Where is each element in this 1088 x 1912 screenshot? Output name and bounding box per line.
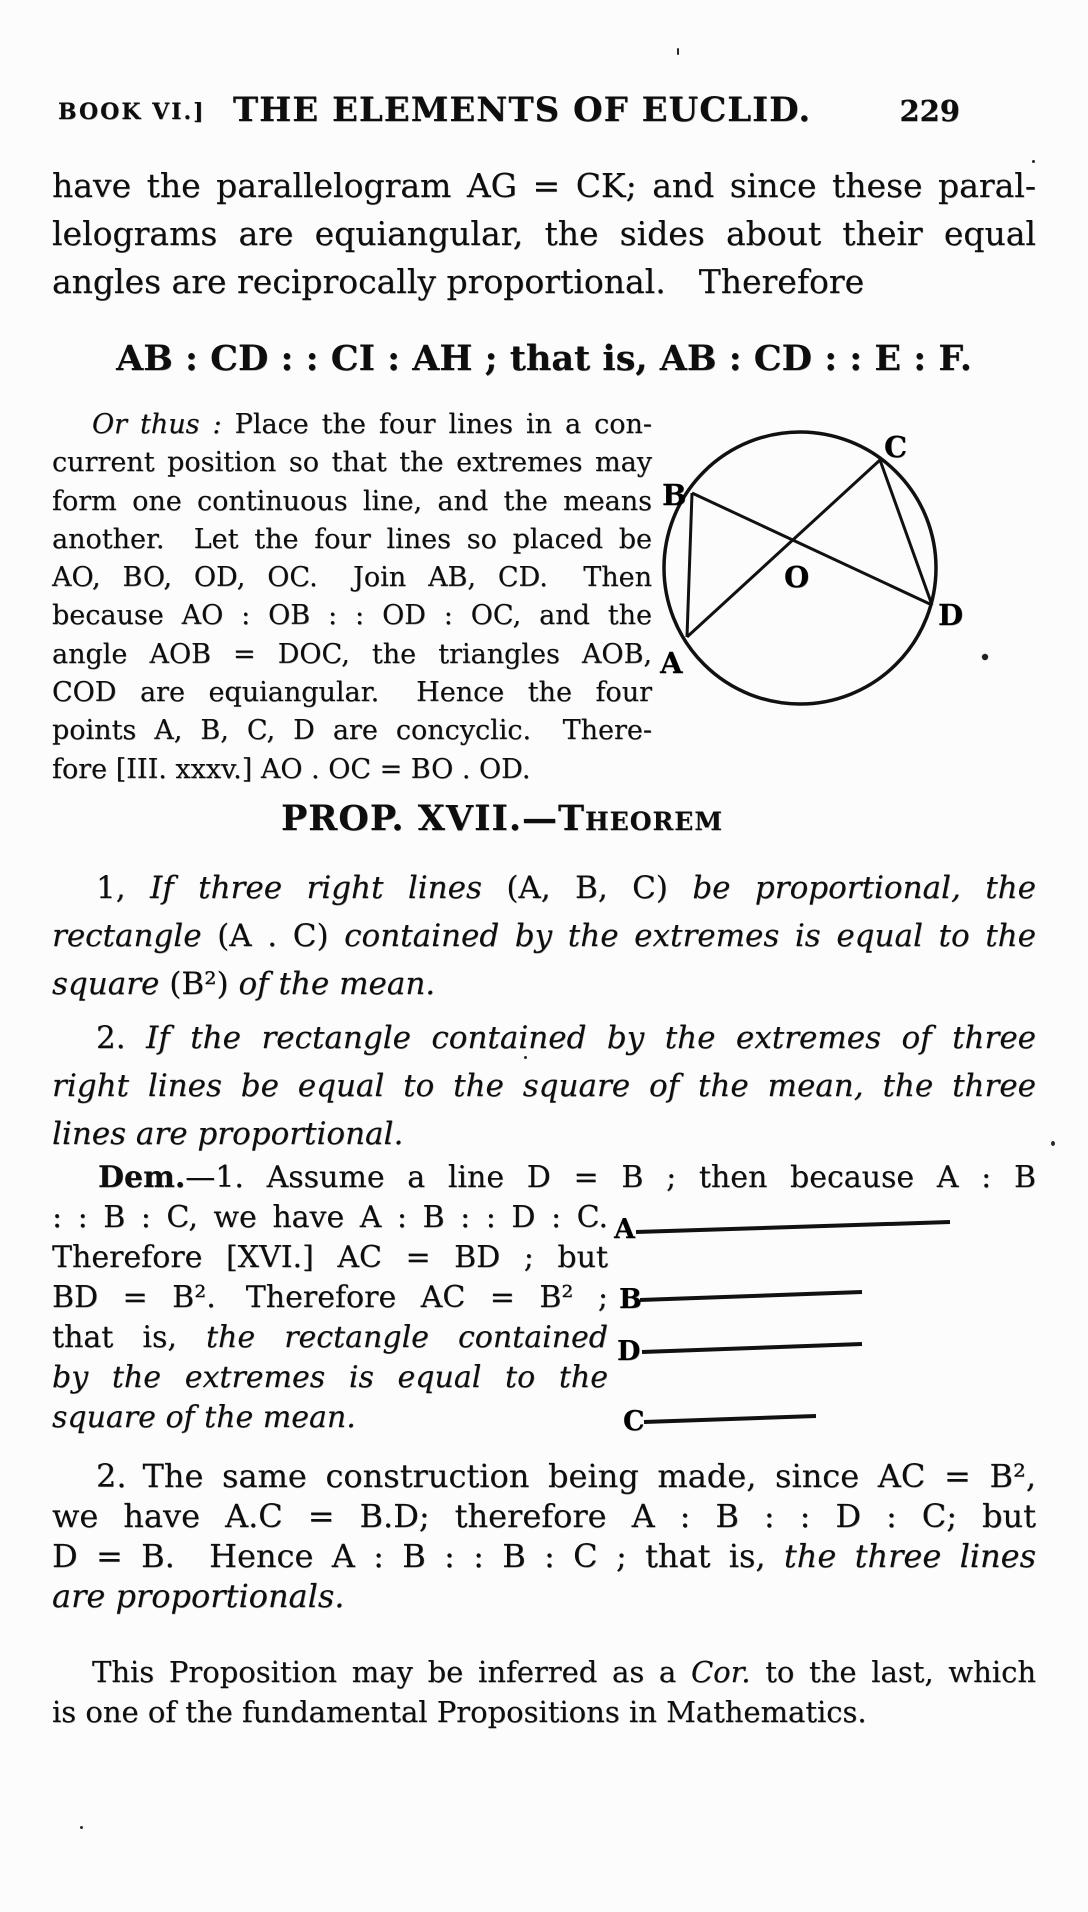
text-line: square of the mean. bbox=[52, 1400, 356, 1435]
text-line: by the extremes is equal to the bbox=[52, 1360, 608, 1395]
segment-A bbox=[636, 1222, 950, 1232]
label-line-C: C bbox=[623, 1406, 645, 1437]
ink-speck bbox=[80, 1826, 83, 1829]
page-number: 229 bbox=[899, 94, 960, 128]
prop-heading-number: PROP. XVII.— bbox=[280, 798, 558, 839]
text-line bbox=[52, 1158, 1036, 1198]
ink-speck bbox=[1032, 160, 1035, 163]
demonstration-body bbox=[52, 1198, 608, 1438]
text-line: form one continuous line, and the means bbox=[52, 485, 652, 517]
ink-speck bbox=[677, 48, 679, 55]
label-line-B: B bbox=[619, 1284, 642, 1315]
text-segment: D = B. Hence A : B : : B : C ; that is, bbox=[52, 1537, 784, 1575]
segment-D bbox=[642, 1344, 862, 1352]
ink-speck bbox=[1051, 1141, 1055, 1146]
text-segment: This Proposition may be inferred as a bbox=[92, 1655, 691, 1689]
text-segment: be proportional, the bbox=[692, 870, 1036, 906]
text-line: have the parallelogram AG = CK; and since these paral- bbox=[52, 166, 1036, 205]
lines-figure bbox=[606, 1196, 1006, 1446]
text-line bbox=[52, 1536, 1036, 1576]
text-line: angle AOB = DOC, the triangles AOB, bbox=[52, 638, 652, 670]
text-line: AO, BO, OD, OC. Join AB, CD. Then bbox=[52, 562, 652, 594]
text-line: is one of the fundamental Propositions in Mathematics. bbox=[52, 1695, 867, 1729]
text-segment: to the last, which bbox=[750, 1655, 1036, 1689]
text-line: current position so that the extremes may bbox=[52, 447, 652, 479]
label-C: C bbox=[884, 430, 908, 464]
text-segment: If three right lines bbox=[149, 870, 507, 906]
text-line: lelograms are equiangular, the sides about their equal bbox=[52, 214, 1036, 253]
text-line: points A, B, C, D are concyclic. There- bbox=[52, 715, 652, 747]
text-segment: of the mean. bbox=[238, 966, 436, 1002]
text-segment: —1. Assume a line D = B ; then because A : B bbox=[185, 1160, 1036, 1195]
text-line bbox=[52, 960, 1036, 1008]
circle-figure bbox=[640, 415, 1080, 715]
text-line: BD = B². Therefore AC = B² ; bbox=[52, 1280, 608, 1315]
paragraph-intro bbox=[52, 162, 1036, 306]
segment-C bbox=[644, 1416, 816, 1422]
label-O: O bbox=[784, 560, 810, 594]
text-line: angles are reciprocally proportional. Therefore bbox=[52, 262, 865, 301]
chord-AB bbox=[687, 493, 692, 637]
text-line: another. Let the four lines so placed be bbox=[52, 523, 652, 555]
text-line bbox=[52, 406, 652, 444]
statement-2 bbox=[52, 1014, 1036, 1158]
text-line bbox=[52, 864, 1036, 912]
text-line: Therefore [XVI.] AC = BD ; but bbox=[52, 1240, 608, 1275]
text-line bbox=[52, 912, 1036, 960]
label-A: A bbox=[660, 646, 683, 680]
text-segment: (B²) bbox=[169, 966, 239, 1002]
statement-1 bbox=[52, 864, 1036, 1008]
book-label: BOOK VI.] bbox=[58, 99, 206, 125]
chord-AC bbox=[687, 460, 880, 637]
proportion-formula: AB : CD : : CI : AH ; that is, AB : CD : : E : F. bbox=[116, 338, 972, 379]
text-line: right lines be equal to the square of the mean, the three bbox=[52, 1068, 1036, 1104]
text-segment: 2. bbox=[96, 1020, 147, 1056]
text-segment: square bbox=[52, 966, 170, 1002]
prop-heading bbox=[52, 798, 952, 839]
text-segment: the rectangle contained bbox=[206, 1320, 608, 1355]
text-line bbox=[52, 1014, 1036, 1062]
label-D: D bbox=[938, 598, 964, 632]
text-segment: Place the four lines in a con- bbox=[221, 409, 652, 440]
ink-speck bbox=[524, 1056, 527, 1059]
text-segment: (A . C) bbox=[217, 918, 345, 954]
chord-BD bbox=[692, 493, 932, 605]
text-segment: that is, bbox=[52, 1320, 206, 1355]
page-title: THE ELEMENTS OF EUCLID. bbox=[232, 90, 812, 130]
closing-note bbox=[52, 1652, 1036, 1732]
text-segment: rectangle bbox=[52, 918, 218, 954]
text-line: 2. The same construction being made, since AC = B², bbox=[96, 1457, 1036, 1495]
text-segment: 1, bbox=[96, 870, 150, 906]
label-line-A: A bbox=[614, 1214, 635, 1245]
text-segment: the three lines bbox=[783, 1537, 1037, 1575]
prop-heading-theorem: Theorem bbox=[558, 798, 724, 839]
text-line: are proportionals. bbox=[52, 1577, 345, 1615]
text-segment: contained by the extremes is equal to the bbox=[344, 918, 1036, 954]
text-segment: If the rectangle contained by the extremes of three bbox=[146, 1020, 1037, 1056]
paragraph-orthus bbox=[52, 406, 652, 789]
text-line: COD are equiangular. Hence the four bbox=[52, 677, 652, 709]
text-line: because AO : OB : : OD : OC, and the bbox=[52, 600, 652, 632]
text-line: we have A.C = B.D; therefore A : B : : D : C; but bbox=[52, 1497, 1036, 1535]
label-B: B bbox=[662, 478, 687, 512]
text-line bbox=[52, 1652, 1036, 1692]
text-segment: Cor. bbox=[690, 1655, 751, 1689]
label-line-D: D bbox=[617, 1336, 641, 1367]
orthus-lead: Or thus : bbox=[92, 409, 222, 440]
ink-dot bbox=[982, 654, 988, 660]
page-header bbox=[52, 90, 1036, 132]
text-line: lines are proportional. bbox=[52, 1116, 404, 1152]
text-line bbox=[52, 1318, 608, 1358]
text-segment: (A, B, C) bbox=[506, 870, 693, 906]
segment-B bbox=[640, 1292, 862, 1300]
paragraph-part2 bbox=[52, 1456, 1036, 1616]
dem-label: Dem. bbox=[98, 1160, 186, 1195]
text-line: : : B : C, we have A : B : : D : C. bbox=[52, 1200, 608, 1235]
demonstration-lead bbox=[52, 1158, 1036, 1198]
text-line: fore [III. xxxv.] AO . OC = BO . OD. bbox=[52, 753, 531, 785]
